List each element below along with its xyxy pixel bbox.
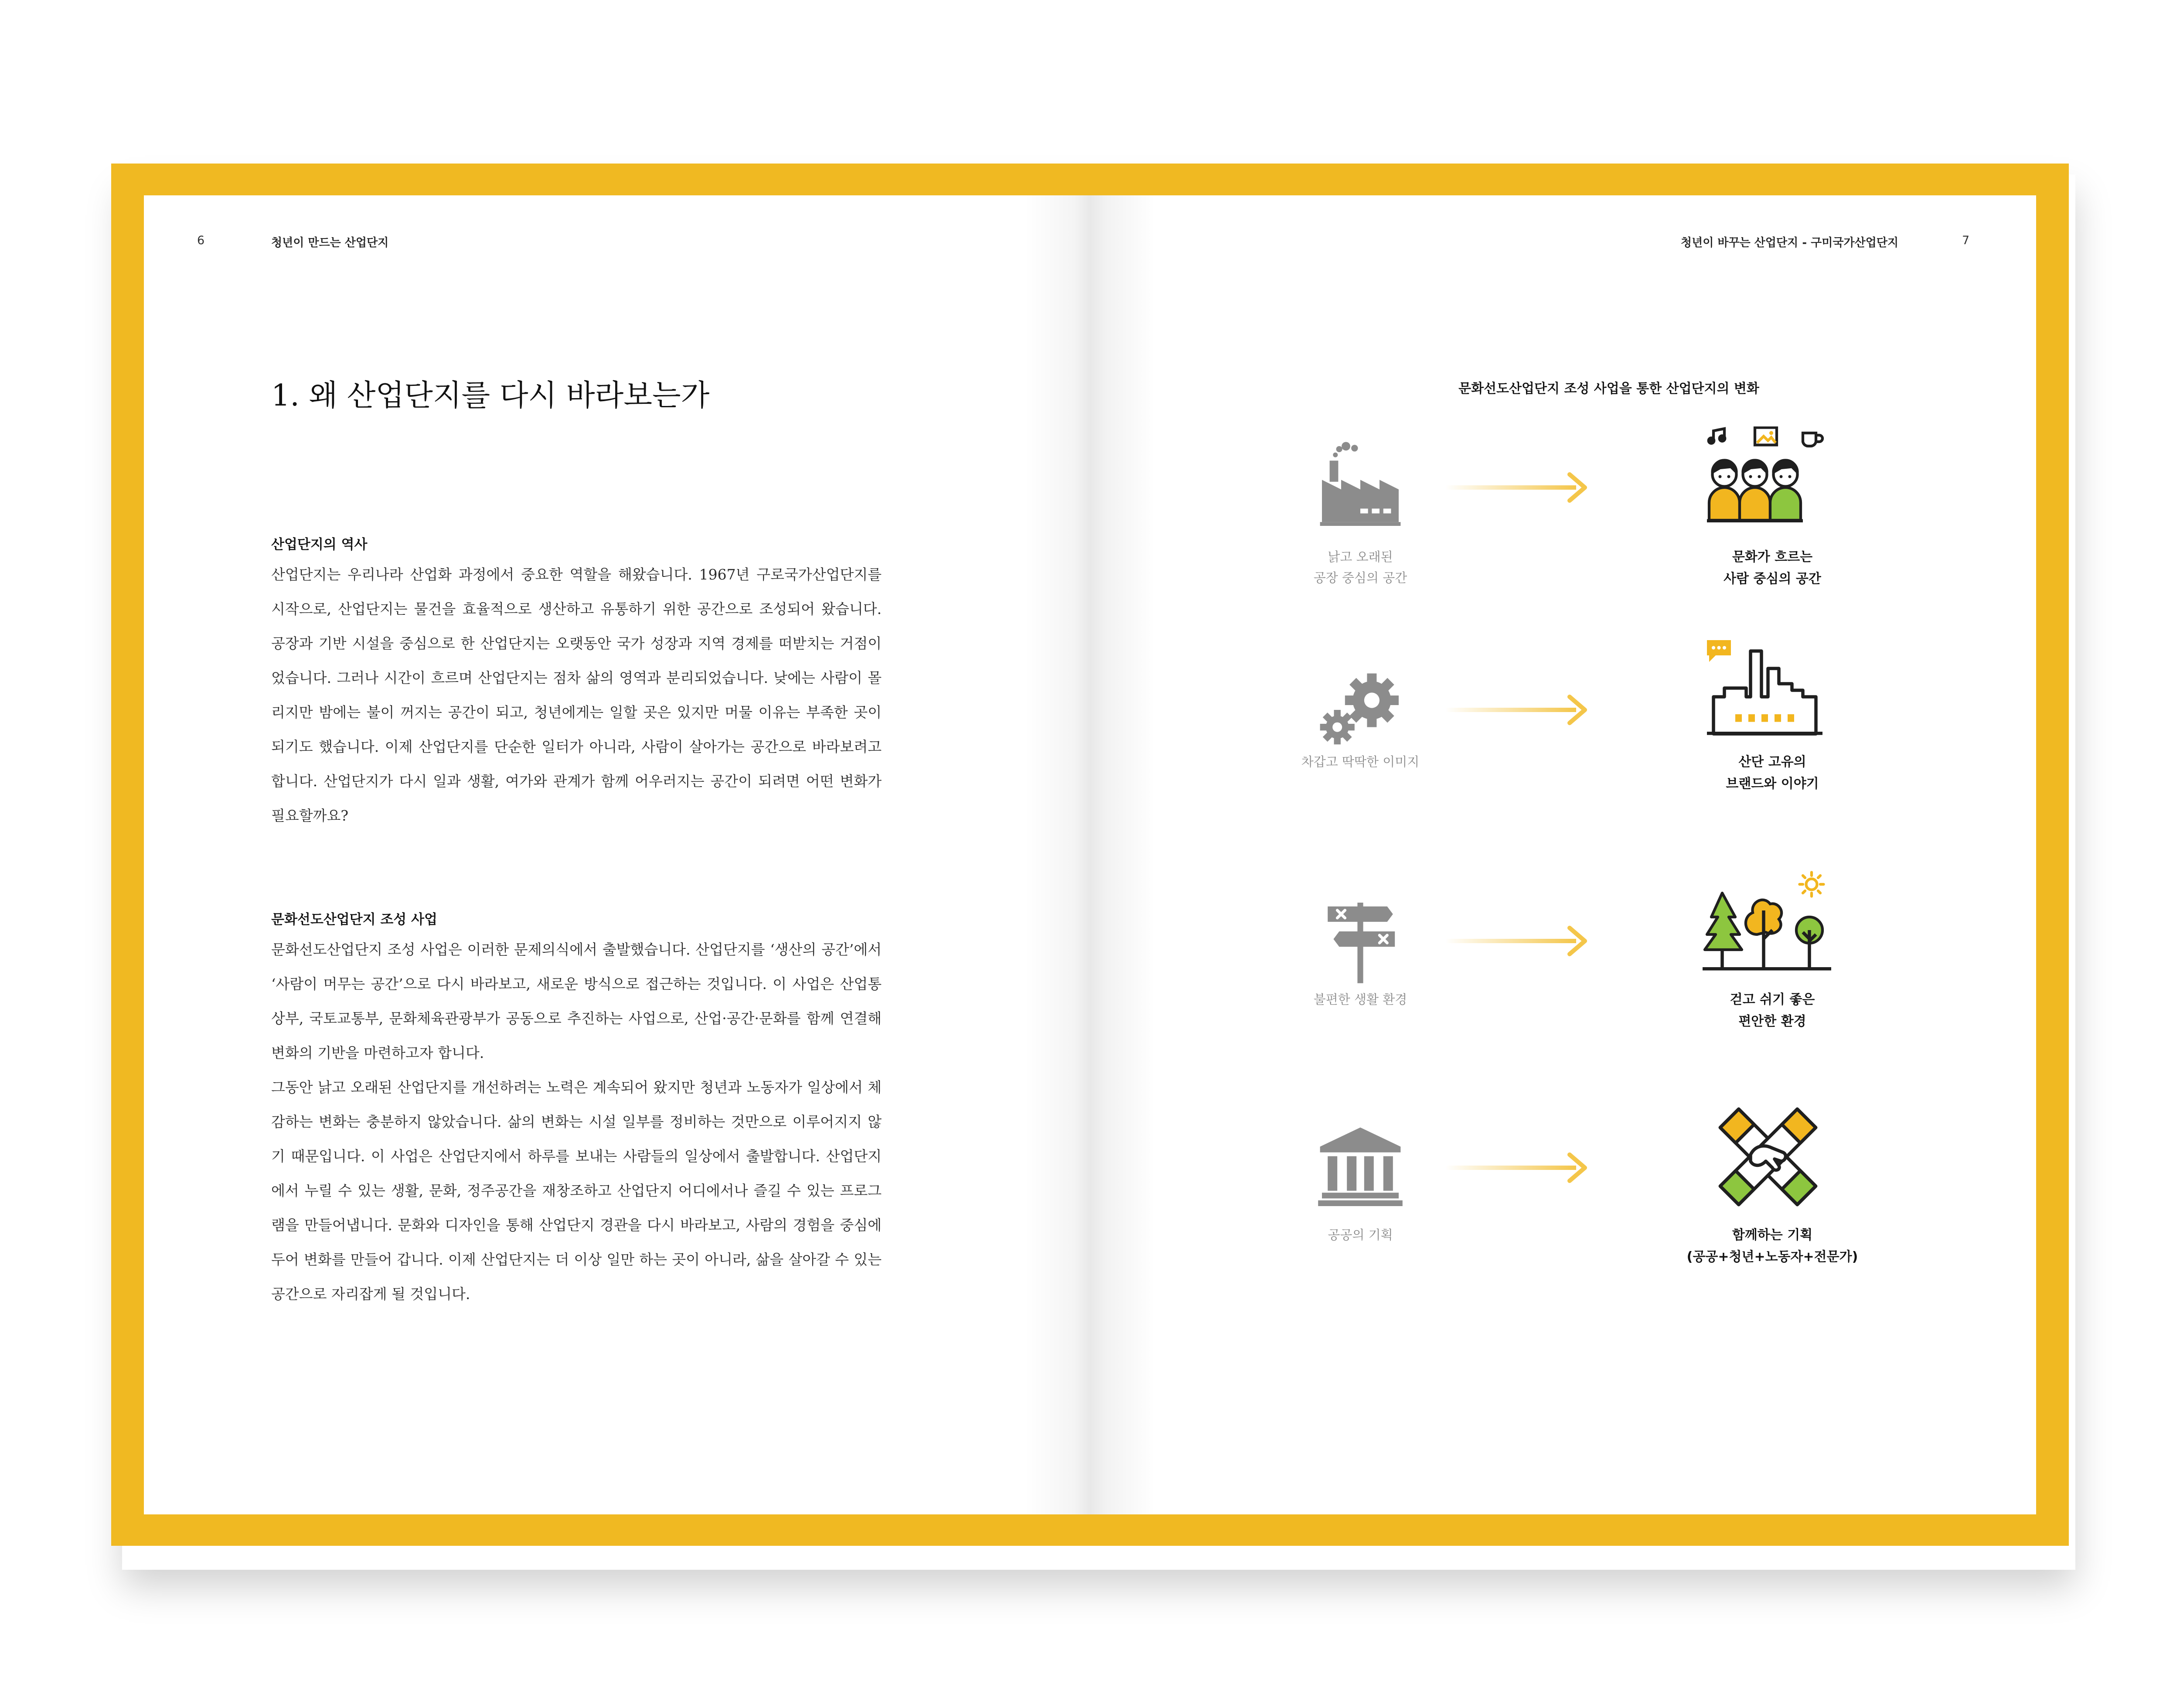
- section-heading-project: 문화선도산업단지 조성 사업: [271, 912, 437, 927]
- trees-icon: [1703, 869, 1842, 978]
- people-culture-icon: [1703, 426, 1842, 535]
- caption-line: 편안한 환경: [1738, 1014, 1806, 1029]
- paragraph: 그동안 낡고 오래된 산업단지를 개선하려는 노력은 계속되어 왔지만 청년과 노동자가 일상에서 체감하는 변화는 충분하지 않았습니다. 삶의 변화는 시설 일부를 정비하는 것만으로 이루어지지 않기 때문입니다. 이 사업은 산업단지에서 하루를 보내는 사람들의 일상에서 출발합니다. 산업단지에서 누릴 수 있는 생활, 문화, 정주공간을 재창조하고 산업단지 어디에서나 즐길 수 있는 프로그램을 만들어냅니다. 문화와 디자인을 통해 산업단지 경관을 다시 바라보고, 사람의 경험을 중심에 두어 변화를 만들어 갑니다. 이제 산업단지는 더 이상 일만 하는 곳이 아니라, 삶을 살아갈 수 있는 공간으로 자리잡게 될 것입니다.: [271, 1079, 882, 1302]
- old-caption-3: [1273, 989, 1448, 1010]
- left-page: [144, 195, 1090, 1514]
- gears-icon: [1312, 662, 1408, 758]
- page-number-right: 7: [1962, 234, 1970, 247]
- new-caption-2: [1685, 751, 1860, 795]
- caption-line: 공장 중심의 공간: [1313, 570, 1407, 585]
- paragraph: 문화선도산업단지 조성 사업은 이러한 문제의식에서 출발했습니다. 산업단지를 ‘생산의 공간’에서 ‘사람이 머무는 공간’으로 다시 바라보고, 새로운 방식으로 접근하는 것입니다. 이 사업은 산업통상부, 국토교통부, 문화체육관광부가 공동으로 추진하는 사업으로, 산업·공간·문화를 함께 연결해 변화의 기반을 마련하고자 합니다.: [271, 941, 882, 1061]
- caption-line: 산단 고유의: [1738, 754, 1806, 770]
- factory-icon: [1312, 440, 1408, 535]
- section-body-project: [271, 932, 882, 1311]
- chapter-title: 1. 왜 산업단지를 다시 바라보는가: [271, 378, 710, 413]
- caption-line: 불편한 생활 환경: [1313, 992, 1407, 1007]
- arrow-icon: [1445, 1146, 1594, 1190]
- book-spread: [144, 195, 2036, 1514]
- section-body-history: [271, 557, 882, 833]
- arrow-icon: [1445, 466, 1594, 509]
- caption-line: 함께하는 기획: [1732, 1227, 1813, 1243]
- section-heading-history: 산업단지의 역사: [271, 537, 368, 552]
- caption-line: 브랜드와 이야기: [1726, 776, 1819, 791]
- new-caption-4: [1685, 1224, 1860, 1268]
- arrow-icon: [1445, 688, 1594, 732]
- signpost-icon: [1312, 893, 1408, 989]
- paragraph: 산업단지는 우리나라 산업화 과정에서 중요한 역할을 해왔습니다. 1967년 구로국가산업단지를 시작으로, 산업단지는 물건을 효율적으로 생산하고 유통하기 위한 공간으로 조성되어 왔습니다. 공장과 기반 시설을 중심으로 한 산업단지는 오랫동안 국가 성장과 지역 경제를 떠받치는 거점이었습니다. 그러나 시간이 흐르며 산업단지는 점차 삶의 영역과 분리되었습니다. 낮에는 사람이 몰리지만 밤에는 불이 꺼지는 공간이 되고, 청년에게는 일할 곳은 있지만 머물 이유는 부족한 곳이 되기도 했습니다. 이제 산업단지를 단순한 일터가 아니라, 사람이 살아가는 공간으로 바라보려고 합니다. 산업단지가 다시 일과 생활, 여가와 관계가 함께 어우러지는 공간이 되려면 어떤 변화가 필요할까요?: [271, 566, 882, 824]
- joined-hands-icon: [1703, 1102, 1842, 1211]
- caption-line: 문화가 흐르는: [1732, 549, 1813, 565]
- change-row-2: [1090, 662, 2036, 889]
- caption-line: (공공+청년+노동자+전문가): [1686, 1249, 1858, 1265]
- old-caption-1: [1273, 546, 1448, 588]
- page-number-left: 6: [197, 234, 205, 247]
- public-building-icon: [1312, 1120, 1408, 1216]
- caption-line: 사람 중심의 공간: [1724, 571, 1821, 586]
- new-caption-1: [1685, 546, 1860, 590]
- diagram-title: 문화선도산업단지 조성 사업을 통한 산업단지의 변화: [1458, 381, 1759, 396]
- change-row-3: [1090, 893, 2036, 1120]
- caption-line: 차갑고 딱딱한 이미지: [1301, 754, 1420, 769]
- running-title-left: 청년이 만드는 산업단지: [271, 236, 389, 249]
- caption-line: 걷고 쉬기 좋은: [1730, 992, 1815, 1007]
- running-title-right: 청년이 바꾸는 산업단지 - 구미국가산업단지: [1681, 236, 1899, 249]
- arrow-icon: [1445, 919, 1594, 963]
- branded-factory-icon: [1703, 636, 1842, 745]
- right-page: [1090, 195, 2036, 1514]
- old-caption-2: [1273, 751, 1448, 772]
- caption-line: 낡고 오래된: [1328, 549, 1393, 564]
- change-row-4: [1090, 1120, 2036, 1347]
- new-caption-3: [1685, 989, 1860, 1033]
- change-row-1: [1090, 440, 2036, 666]
- old-caption-4: [1273, 1224, 1448, 1245]
- caption-line: 공공의 기획: [1328, 1227, 1393, 1242]
